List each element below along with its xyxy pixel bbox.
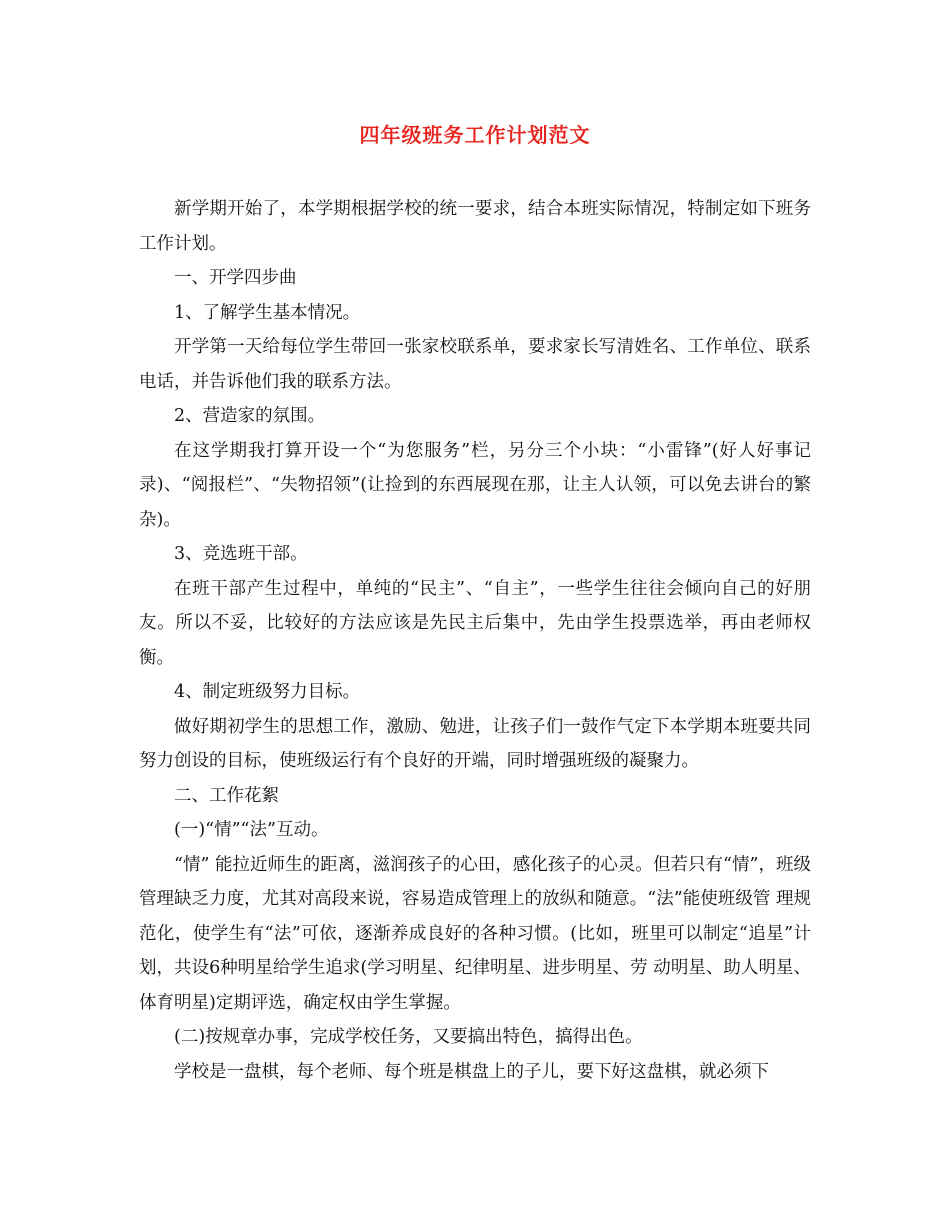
document-title: 四年级班务工作计划范文 bbox=[359, 123, 591, 147]
paragraph: “情” 能拉近师生的距离，滋润孩子的心田，感化孩子的心灵。但若只有“情”，班级管理缺乏力度，尤其对高段来说，容易造成管理上的放纵和随意。“法”能使班级管 理规范化，使学生有“法”可依，逐渐养成良好的各种习惯。(比如，班里可以制定“追星”计划，共设6种明星给学生追求(学习明星、纪律明星、进步明星、劳 动明星、助人明星、体育明星)定期评选，确定权由学生掌握。 bbox=[139, 854, 811, 1013]
paragraph: 做好期初学生的思想工作，激励、勉进，让孩子们一鼓作气定下本学期本班要共同努力创设的目标，使班级运行有个良好的开端，同时增强班级的凝聚力。 bbox=[139, 716, 811, 771]
document-body bbox=[139, 192, 811, 1089]
paragraph: 在班干部产生过程中，单纯的“民主”、“自主”，一些学生往往会倾向自己的好朋友。所以不妥，比较好的方法应该是先民主后集中，先由学生投票选举，再由老师权衡。 bbox=[139, 578, 811, 668]
paragraph: 在这学期我打算开设一个“为您服务”栏，另分三个小块：“小雷锋”(好人好事记录)、“阅报栏”、“失物招领”(让捡到的东西展现在那，让主人认领，可以免去讲台的繁杂)。 bbox=[139, 440, 811, 530]
subheading-2-2: (二)按规章办事，完成学校任务，又要搞出特色，搞得出色。 bbox=[174, 1027, 643, 1047]
section-heading-1: 一、开学四步曲 bbox=[174, 268, 297, 288]
subheading-1-3: 3、竞选班干部。 bbox=[174, 544, 308, 564]
paragraph-intro: 新学期开始了，本学期根据学校的统一要求，结合本班实际情况，特制定如下班务工作计划。 bbox=[139, 199, 811, 254]
paragraph: 开学第一天给每位学生带回一张家校联系单，要求家长写清姓名、工作单位、联系电话，并告诉他们我的联系方法。 bbox=[139, 337, 811, 392]
subheading-2-1: (一)“情”“法”互动。 bbox=[174, 820, 329, 840]
subheading-1-2: 2、营造家的氛围。 bbox=[174, 406, 326, 426]
paragraph: 学校是一盘棋，每个老师、每个班是棋盘上的子儿，要下好这盘棋，就必须下 bbox=[174, 1061, 769, 1082]
subheading-1-4: 4、制定班级努力目标。 bbox=[174, 682, 361, 702]
subheading-1-1: 1、了解学生基本情况。 bbox=[174, 302, 361, 323]
section-heading-2: 二、工作花絮 bbox=[174, 785, 279, 806]
